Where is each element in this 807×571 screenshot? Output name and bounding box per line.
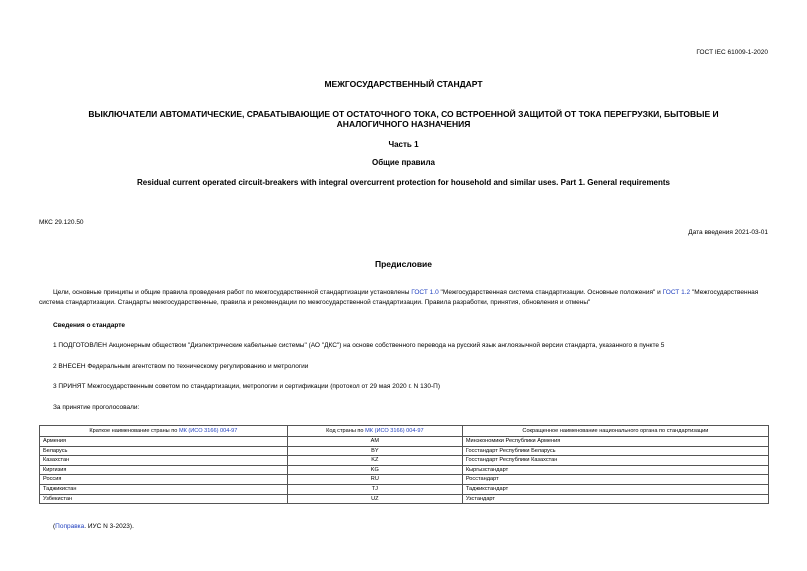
standards-body: Минэкономики Республики Армения xyxy=(462,437,768,447)
note-rest: . ИУС N 3-2023). xyxy=(84,523,134,530)
standard-info-heading: Сведения о стандарте xyxy=(53,322,126,329)
english-title: Residual current operated circuit-breakers with integral overcurrent protection for household and similar uses. Part 1. General requirements xyxy=(136,178,671,187)
country-code: KZ xyxy=(287,456,462,466)
country-name: Беларусь xyxy=(40,446,288,456)
country-name: Узбекистан xyxy=(40,494,288,504)
document-main-title: ВЫКЛЮЧАТЕЛИ АВТОМАТИЧЕСКИЕ, СРАБАТЫВАЮЩИЕ ОТ ОСТАТОЧНОГО ТОКА, СО ВСТРОЕННОЙ ЗАЩИТОЙ ОТ ТОКА ПЕРЕГРУЗКИ, БЫТОВЫЕ И АНАЛОГИЧНОГО НАЗНАЧЕНИЯ xyxy=(88,109,719,129)
table-row xyxy=(40,484,769,494)
country-name: Таджикистан xyxy=(40,484,288,494)
part-title: Общие правила xyxy=(371,158,436,167)
item-voted: За принятие проголосовали: xyxy=(53,404,140,411)
col-header-body: Сокращенное наименование национального органа по стандартизации xyxy=(462,426,768,437)
introduction-date: Дата введения 2021-03-01 xyxy=(688,229,768,236)
table-row xyxy=(40,446,769,456)
item-prepared: 1 ПОДГОТОВЛЕН Акционерным обществом "Диэлектрические кабельные системы" (АО "ДКС") на основе собственного перевода на русский язык англоязычной версии стандарта, указанного в пункте 5 xyxy=(53,342,665,349)
table-row xyxy=(40,437,769,447)
country-code: TJ xyxy=(287,484,462,494)
country-name: Казахстан xyxy=(40,456,288,466)
standards-body: Кыргызстандарт xyxy=(462,465,768,475)
standards-body: Госстандарт Республики Казахстан xyxy=(462,456,768,466)
standards-body: Госстандарт Республики Беларусь xyxy=(462,446,768,456)
mks-code: МКС 29.120.50 xyxy=(39,219,84,226)
standards-body: Таджикстандарт xyxy=(462,484,768,494)
amendment-note xyxy=(53,523,134,530)
preface-text-3: "Межгосударственная система стандартизации. Стандарты межгосударственные, правила и рекомендации по межгосударственной стандартизации. Правила разработки, принятия, обновления и отмены" xyxy=(39,289,759,306)
table-header-row xyxy=(40,426,769,437)
country-code: RU xyxy=(287,475,462,485)
standard-type-title: МЕЖГОСУДАРСТВЕННЫЙ СТАНДАРТ xyxy=(324,79,483,89)
item-introduced: 2 ВНЕСЕН Федеральным агентством по техническому регулированию и метрологии xyxy=(53,363,309,370)
document-code: ГОСТ IEC 61009-1-2020 xyxy=(696,49,768,56)
country-name: Россия xyxy=(40,475,288,485)
table-row xyxy=(40,456,769,466)
col-header-country: Краткое наименование страны по МК (ИСО 3166) 004-97 xyxy=(40,426,288,437)
country-code: KG xyxy=(287,465,462,475)
item-adopted: 3 ПРИНЯТ Межгосударственным советом по стандартизации, метрологии и сертификации (протокол от 29 мая 2020 г. N 130-П) xyxy=(53,383,441,390)
gost-1-2-link[interactable]: ГОСТ 1.2 xyxy=(662,289,691,296)
table-row xyxy=(40,475,769,485)
preface-text-1: Цели, основные принципы и общие правила проведения работ по межгосударственной стандартизации установлены xyxy=(53,289,412,296)
country-code: BY xyxy=(287,446,462,456)
table-row xyxy=(40,494,769,504)
voting-countries-table xyxy=(39,425,769,504)
note-open: ( xyxy=(53,523,56,530)
amendment-link[interactable]: Поправка xyxy=(55,523,85,530)
gost-1-0-link[interactable]: ГОСТ 1.0 xyxy=(411,289,439,296)
mk-iso-3166-link[interactable]: МК (ИСО 3166) 004-97 xyxy=(365,427,424,434)
standards-body: Узстандарт xyxy=(462,494,768,504)
country-name: Киргизия xyxy=(40,465,288,475)
table-row xyxy=(40,465,769,475)
preface-heading: Предисловие xyxy=(374,259,433,269)
country-code: UZ xyxy=(287,494,462,504)
col-header-code: Код страны по МК (ИСО 3166) 004-97 xyxy=(287,426,462,437)
preface-paragraph xyxy=(39,288,769,308)
country-code: AM xyxy=(287,437,462,447)
country-name: Армения xyxy=(40,437,288,447)
part-number: Часть 1 xyxy=(388,140,419,149)
preface-text-2: "Межгосударственная система стандартизации. Основные положения" и xyxy=(438,289,663,296)
standards-body: Росстандарт xyxy=(462,475,768,485)
mk-iso-3166-link[interactable]: МК (ИСО 3166) 004-97 xyxy=(178,427,238,434)
